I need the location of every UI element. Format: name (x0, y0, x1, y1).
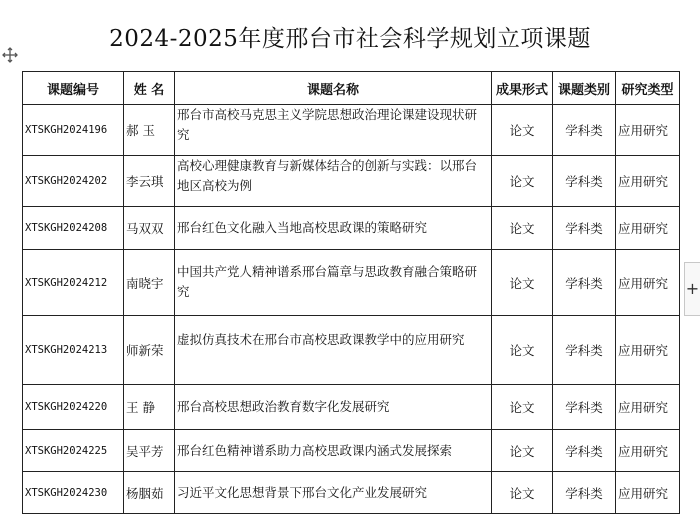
research-type: 应用研究 (616, 316, 680, 385)
author-name: 师新荣 (124, 316, 175, 385)
header-form: 成果形式 (492, 72, 553, 105)
table-row (23, 385, 680, 430)
header-research-type: 研究类型 (616, 72, 680, 105)
research-type: 应用研究 (616, 207, 680, 250)
project-category: 学科类 (553, 250, 616, 316)
research-type: 应用研究 (616, 250, 680, 316)
document-title: 2024-2025年度邢台市社会科学规划立项课题 (109, 26, 591, 52)
author-name: 杨胭茹 (124, 472, 175, 514)
author-name: 王 静 (124, 385, 175, 430)
table-row (23, 316, 680, 385)
project-category: 学科类 (553, 430, 616, 472)
project-topic: 邢台红色精神谱系助力高校思政课内涵式发展探索 (175, 430, 492, 472)
project-code: XTSKGH2024225 (23, 430, 124, 472)
project-topic: 邢台市高校马克思主义学院思想政治理论课建设现状研究 (175, 105, 492, 156)
table-row (23, 472, 680, 514)
project-category: 学科类 (553, 472, 616, 514)
research-type: 应用研究 (616, 156, 680, 207)
header-category: 课题类别 (553, 72, 616, 105)
project-code: XTSKGH2024202 (23, 156, 124, 207)
project-code: XTSKGH2024213 (23, 316, 124, 385)
result-form: 论文 (492, 472, 553, 514)
project-code: XTSKGH2024208 (23, 207, 124, 250)
project-category: 学科类 (553, 316, 616, 385)
move-icon[interactable] (1, 46, 19, 64)
project-code: XTSKGH2024212 (23, 250, 124, 316)
plus-icon: + (685, 279, 700, 298)
project-topic: 邢台高校思想政治教育数字化发展研究 (175, 385, 492, 430)
project-topic: 高校心理健康教育与新媒体结合的创新与实践：以邢台地区高校为例 (175, 156, 492, 207)
project-code: XTSKGH2024196 (23, 105, 124, 156)
result-form: 论文 (492, 430, 553, 472)
author-name: 李云琪 (124, 156, 175, 207)
project-topic: 虚拟仿真技术在邢台市高校思政课教学中的应用研究 (175, 316, 492, 385)
table-row (23, 105, 680, 156)
project-topic: 邢台红色文化融入当地高校思政课的策略研究 (175, 207, 492, 250)
result-form: 论文 (492, 385, 553, 430)
project-topic: 习近平文化思想背景下邢台文化产业发展研究 (175, 472, 492, 514)
table-row (23, 156, 680, 207)
project-table (22, 71, 680, 514)
author-name: 吴平芳 (124, 430, 175, 472)
result-form: 论文 (492, 250, 553, 316)
research-type: 应用研究 (616, 472, 680, 514)
header-topic: 课题名称 (175, 72, 492, 105)
result-form: 论文 (492, 316, 553, 385)
project-category: 学科类 (553, 385, 616, 430)
result-form: 论文 (492, 105, 553, 156)
project-category: 学科类 (553, 156, 616, 207)
table-row (23, 430, 680, 472)
result-form: 论文 (492, 207, 553, 250)
author-name: 马双双 (124, 207, 175, 250)
project-category: 学科类 (553, 207, 616, 250)
author-name: 郝 玉 (124, 105, 175, 156)
result-form: 论文 (492, 156, 553, 207)
research-type: 应用研究 (616, 385, 680, 430)
table-header-row (23, 72, 680, 105)
add-row-button[interactable] (684, 262, 700, 316)
header-code: 课题编号 (23, 72, 124, 105)
research-type: 应用研究 (616, 105, 680, 156)
project-category: 学科类 (553, 105, 616, 156)
table-row (23, 207, 680, 250)
table-row (23, 250, 680, 316)
project-code: XTSKGH2024220 (23, 385, 124, 430)
project-code: XTSKGH2024230 (23, 472, 124, 514)
project-topic: 中国共产党人精神谱系邢台篇章与思政教育融合策略研究 (175, 250, 492, 316)
author-name: 南晓宇 (124, 250, 175, 316)
research-type: 应用研究 (616, 430, 680, 472)
header-name: 姓 名 (124, 72, 175, 105)
